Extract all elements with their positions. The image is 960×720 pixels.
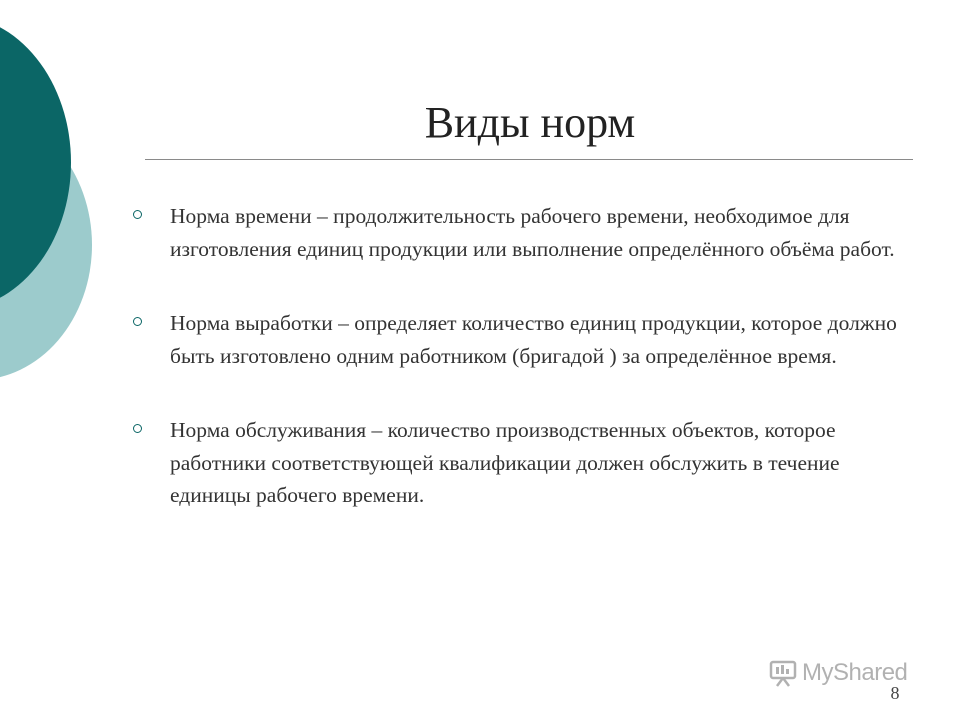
bullet-circle-icon: [133, 424, 142, 433]
bullet-item: [133, 414, 923, 512]
bullet-text: Норма обслуживания – количество производственных объектов, которое работники соответствующей квалификации должен обслужить в течение единицы рабочего времени.: [170, 418, 840, 507]
page-number: 8: [890, 683, 900, 703]
watermark-text: MyShared: [802, 659, 908, 686]
slide-title: Виды норм: [424, 98, 636, 147]
bullet-text: Норма выработки – определяет количество единиц продукции, которое должно быть изготовлено одним работником (бригадой ) за определённое время.: [170, 311, 897, 368]
bullet-list: [133, 200, 923, 554]
bullet-circle-icon: [133, 210, 142, 219]
presentation-icon: [768, 658, 798, 688]
bullet-item: [133, 307, 923, 372]
title-divider: [145, 159, 913, 160]
bullet-text: Норма времени – продолжительность рабочего времени, необходимое для изготовления единиц продукции или выполнение определённого объёма работ.: [170, 204, 895, 261]
bullet-item: [133, 200, 923, 265]
bullet-circle-icon: [133, 317, 142, 326]
